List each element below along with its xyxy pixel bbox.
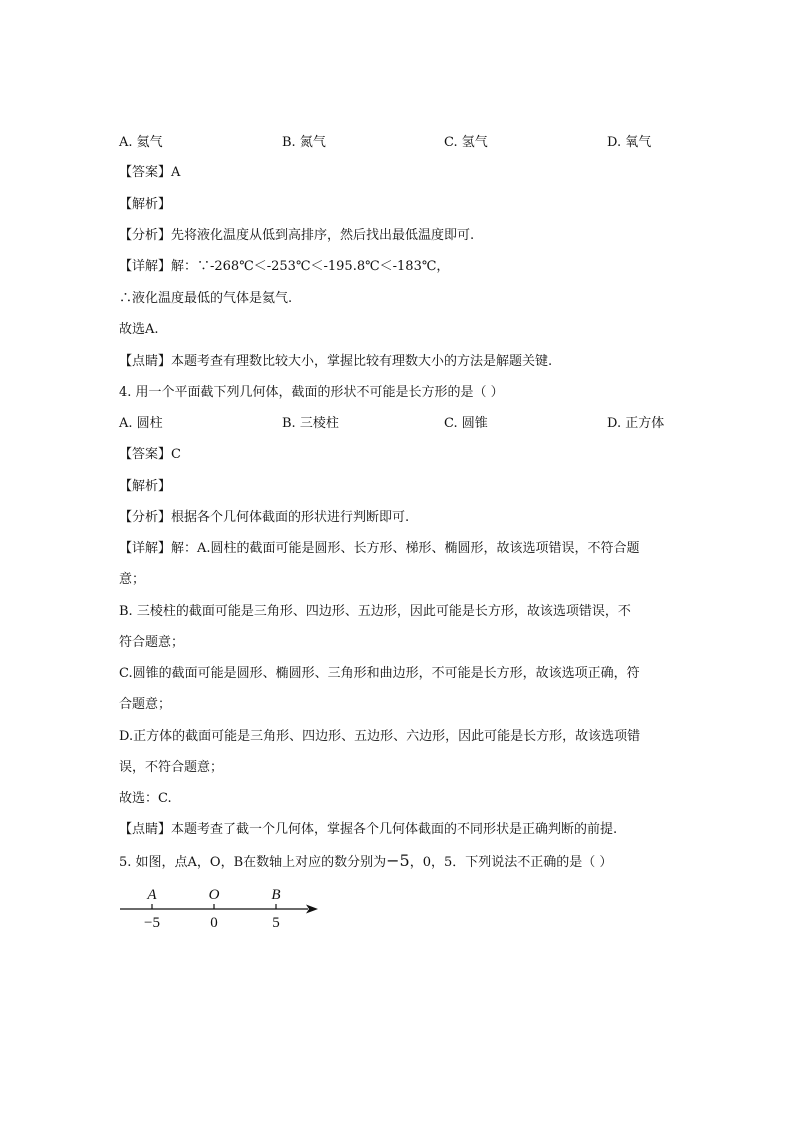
q3-choice: 故选A. (119, 322, 159, 337)
q4-detail-line: B. 三棱柱的截面可能是三角形、四边形、五边形，因此可能是长方形，故该选项错误，不 (119, 604, 631, 619)
q4-detail-line: C.圆锥的截面可能是圆形、椭圆形、三角形和曲边形，不可能是长方形，故该选项正确，符 (119, 666, 640, 681)
tick-label: 0 (210, 915, 218, 931)
q4-option-a: A. 圆柱 (119, 416, 163, 431)
q3-detail: 【详解】解：∵-268℃＜-253℃＜-195.8℃＜-183℃， (119, 259, 450, 274)
q4-detail-line: 【详解】解：A.圆柱的截面可能是圆形、长方形、梯形、椭圆形，故该选项错误，不符合题 (119, 541, 640, 556)
q3-option-b: B. 氮气 (282, 135, 326, 150)
q4-fenxi: 【分析】根据各个几何体截面的形状进行判断即可. (119, 510, 410, 525)
q4-detail-line: 符合题意； (119, 635, 185, 650)
q4-choice: 故选：C. (119, 791, 172, 806)
tick-label: −5 (144, 915, 160, 931)
q4-detail-line: 合题意； (119, 697, 172, 712)
q3-option-a: A. 氦气 (119, 135, 163, 150)
number-line-figure (110, 880, 330, 936)
q5-question (119, 852, 612, 872)
tick-label: 5 (272, 915, 280, 931)
q4-answer: 【答案】C (119, 447, 181, 462)
q4-option-c: C. 圆锥 (444, 416, 488, 431)
q3-option-c: C. 氢气 (444, 135, 488, 150)
q4-question: 4. 用一个平面截下列几何体，截面的形状不可能是长方形的是（ ） (119, 385, 504, 400)
q3-fenxi: 【分析】先将液化温度从低到高排序，然后找出最低温度即可. (119, 228, 475, 243)
q3-comment: 【点睛】本题考查有理数比较大小，掌握比较有理数大小的方法是解题关键. (119, 354, 553, 369)
q4-option-d: D. 正方体 (607, 416, 665, 431)
point-label-a: A (147, 887, 157, 903)
point-label-o: O (208, 887, 220, 903)
q3-analysis-header: 【解析】 (119, 197, 172, 212)
q4-analysis-header: 【解析】 (119, 479, 172, 494)
q3-answer: 【答案】A (119, 165, 181, 180)
q4-detail-line: 误，不符合题意； (119, 760, 224, 775)
q5-question-suffix: ，0，5．下列说法不正确的是（ ） (409, 855, 613, 870)
point-label-b: B (271, 887, 281, 903)
q5-question-prefix: 5. 如图，点A，O，B在数轴上对应的数分别为 (119, 855, 387, 870)
q4-detail-line: 意； (119, 572, 146, 587)
q5-question-value: −5 (386, 851, 410, 870)
q4-comment: 【点睛】本题考查了截一个几何体，掌握各个几何体截面的不同形状是正确判断的前提. (119, 822, 618, 837)
q4-detail-line: D.正方体的截面可能是三角形、四边形、五边形、六边形，因此可能是长方形，故该选项错 (119, 729, 641, 744)
q3-therefore: ∴液化温度最低的气体是氦气. (119, 291, 293, 306)
q3-option-d: D. 氧气 (607, 135, 652, 150)
q4-option-b: B. 三棱柱 (282, 416, 339, 431)
